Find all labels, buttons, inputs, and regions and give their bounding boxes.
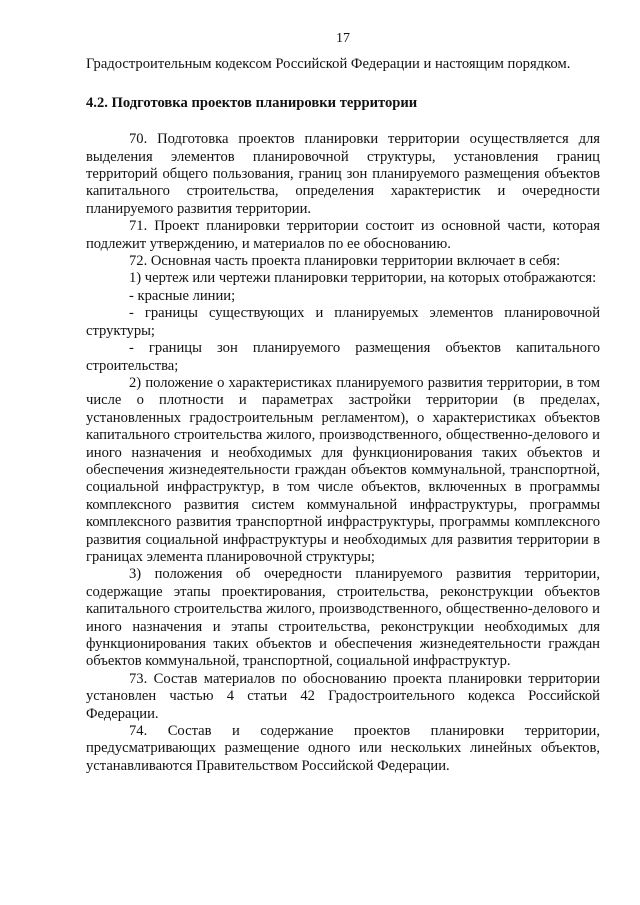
list-item-drawings: 1) чертеж или чертежи планировки территории, на которых отображаются: [129, 270, 597, 287]
document-page [86, 30, 600, 775]
list-item-development-stages: 3) положения об очередности планируемого развития территории, содержащие этапы проектирования, строительства, реконструкции объектов капитального строительства жилого, производственного, общественно-делового и иного назначения и этапы строительства, реконструкции необходимых для функционирования таких объектов и обеспечения жизнедеятельности граждан объектов коммунальной, транспортной, социальной инфраструктур. [86, 566, 600, 670]
paragraph-73: 73. Состав материалов по обоснованию проекта планировки территории установлен частью 4 статьи 42 Градостроительного кодекса Российской Федерации. [86, 670, 600, 722]
paragraph-70: 70. Подготовка проектов планировки территории осуществляется для выделения элементов планировочной структуры, установления границ территорий общего пользования, границ зон планируемого размещения объектов капитального строительства, определения характеристик и очередности планируемого развития территории. [86, 131, 600, 217]
paragraph-71: 71. Проект планировки территории состоит из основной части, которая подлежит утверждению, и материалов по ее обоснованию. [86, 218, 600, 252]
paragraph-72: 72. Основная часть проекта планировки территории включает в себя: [129, 253, 561, 270]
intro-paragraph: Градостроительным кодексом Российской Федерации и настоящим порядком. [86, 56, 571, 73]
list-item-red-lines: - красные линии; [129, 287, 236, 304]
paragraph-74: 74. Состав и содержание проектов планировки территории, предусматривающих размещение одного или нескольких линейных объектов, устанавливаются Правительством Российской Федерации. [86, 723, 600, 774]
list-item-development-characteristics: 2) положение о характеристиках планируемого развития территории, в том числе о плотности и параметрах застройки территории (в пределах, установленных градостроительным регламентом), о характеристиках объектов капитального строительства жилого, производственного, общественно-делового и иного назначения и необходимых для функционирования таких объектов и обеспечения жизнедеятельности граждан объектов коммунальной, транспортной, социальной инфраструктур, в том числе объектов, включенных в программы комплексного развития систем коммунальной инфраструктуры, программы комплексного развития транспортной инфраструктуры, программы комплексного развития социальной инфраструктуры и необходимых для развития территории в границах элемента планировочной структуры; [86, 374, 600, 565]
list-item-structure-boundaries: - границы существующих и планируемых элементов планировочной структуры; [86, 305, 600, 339]
page-number: 17 [336, 31, 350, 46]
list-item-zone-boundaries: - границы зон планируемого размещения объектов капитального строительства; [86, 340, 600, 374]
section-heading: 4.2. Подготовка проектов планировки территории [86, 94, 418, 111]
